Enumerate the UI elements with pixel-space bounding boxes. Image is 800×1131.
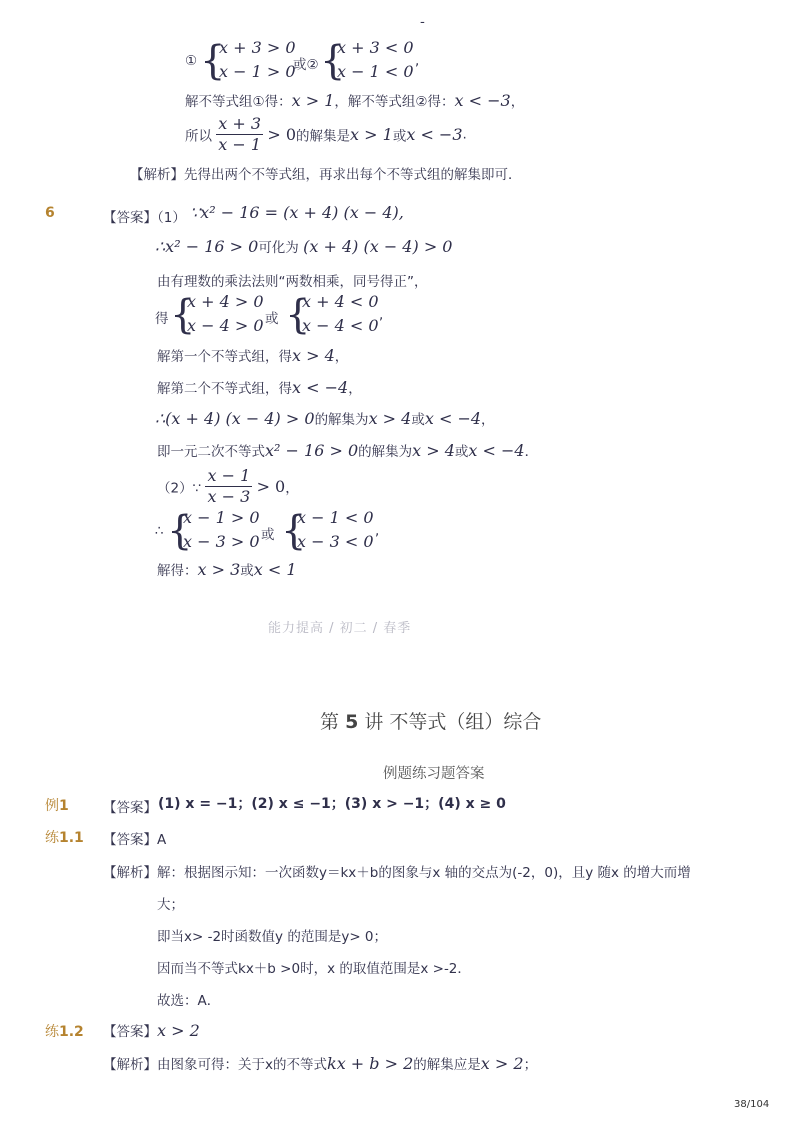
answer-label: 【答案】A	[103, 832, 167, 848]
answer-label: 【答案】（1）	[103, 210, 186, 226]
lecture-title: 第 5 讲 不等式（组）综合	[320, 711, 542, 733]
example-label: 例1	[45, 798, 69, 814]
analysis-line-3: 即当x> -2时函数值y 的范围是y> 0；	[157, 929, 388, 945]
q6-line-2: ∴x² − 16 > 0可化为 (x + 4) (x − 4) > 0	[155, 237, 453, 256]
q6-line-3: 由有理数的乘法法则“两数相乘，同号得正”，	[157, 274, 428, 290]
practice-label: 练1.1	[45, 830, 84, 846]
fraction: $\frac{x - 1}{x - 3}$	[207, 466, 251, 506]
q6-line-5: 解第二个不等式组，得x < −4，	[157, 378, 362, 397]
analysis-line-5: 故选：A．	[157, 993, 221, 1009]
conclusion-line: 所以 $\frac{x + 3}{x - 1}$ > 0的解集是x > 1或x < −3.	[185, 114, 467, 154]
q6-line-1: ∵x² − 16 = (x + 4) (x − 4),	[190, 203, 404, 222]
analysis-line-2: 大；	[157, 897, 184, 913]
q6-line-4: 解第一个不等式组，得x > 4，	[157, 346, 349, 365]
q6-part-2: （2）∵ $\frac{x - 1}{x - 3}$ > 0，	[157, 466, 299, 506]
section-subtitle: 例题练习题答案	[383, 766, 485, 782]
question-number: 6	[45, 205, 55, 221]
analysis-text: 【解析】先得出两个不等式组，再求出每个不等式组的解集即可．	[130, 167, 522, 183]
answer-line: 【答案】x > 2	[103, 1021, 200, 1040]
answer-label: 【答案】	[103, 800, 157, 816]
analysis-line-1: 【解析】解：根据图示知：一次函数y＝kx＋b的图象与x 轴的交点为(-2，0)，且y 随x 的增大而增	[103, 865, 691, 881]
page-number: 38/104	[734, 1099, 770, 1110]
analysis-line: 【解析】由图象可得：关于x的不等式kx + b > 2的解集应是x > 2；	[103, 1054, 538, 1073]
solve-line-1: 解不等式组①得：x > 1，解不等式组②得：x < −3，	[185, 91, 525, 110]
q6-line-7: 即一元二次不等式x² − 16 > 0的解集为x > 4或x < −4．	[157, 441, 539, 460]
fraction: $\frac{x + 3}{x - 1}$	[218, 114, 262, 154]
page-footer: 能力提高 / 初二 / 春季	[268, 621, 412, 636]
practice-label: 练1.2	[45, 1024, 84, 1040]
q6-line-6: ∴(x + 4) (x − 4) > 0的解集为x > 4或x < −4，	[155, 409, 495, 428]
analysis-line-4: 因而当不等式kx＋b >0时，x 的取值范围是x >-2．	[157, 961, 471, 977]
example-answer: (1) x = −1；(2) x ≤ −1；(3) x > −1；(4) x ≥ 0	[158, 796, 506, 812]
top-dash: -	[420, 14, 425, 30]
q6-solution: 解得：x > 3或x < 1	[157, 560, 297, 579]
